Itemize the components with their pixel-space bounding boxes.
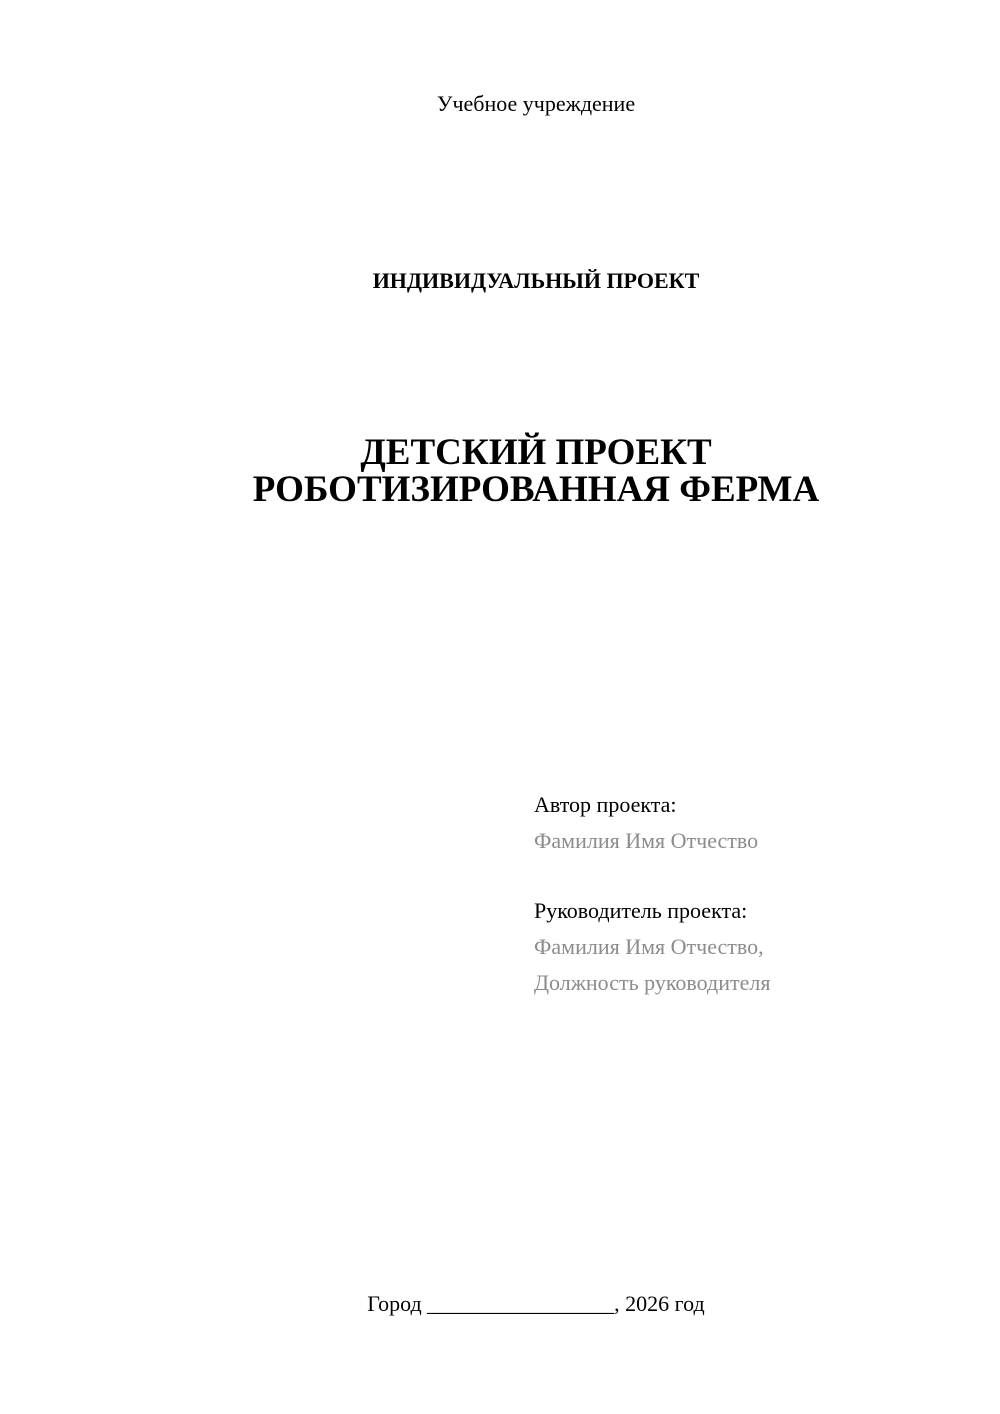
- project-title: [0, 434, 1000, 508]
- author-name: Фамилия Имя Отчество: [534, 828, 759, 853]
- city-year-line: Город _________________, 2026 год: [367, 1291, 705, 1316]
- project-title-line-2: РОБОТИЗИРОВАННАЯ ФЕРМА: [252, 469, 820, 510]
- supervisor-name: Фамилия Имя Отчество,: [534, 934, 764, 959]
- document-type: ИНДИВИДУАЛЬНЫЙ ПРОЕКТ: [372, 268, 700, 293]
- author-label: Автор проекта:: [534, 792, 677, 817]
- author-block: [534, 787, 974, 859]
- project-title-line-1: ДЕТСКИЙ ПРОЕКТ: [360, 432, 712, 473]
- supervisor-label: Руководитель проекта:: [534, 898, 748, 923]
- signature-block: [534, 787, 974, 1001]
- institution-name: Учебное учреждение: [436, 91, 636, 116]
- supervisor-position: Должность руководителя: [534, 970, 771, 995]
- supervisor-block: [534, 893, 974, 1001]
